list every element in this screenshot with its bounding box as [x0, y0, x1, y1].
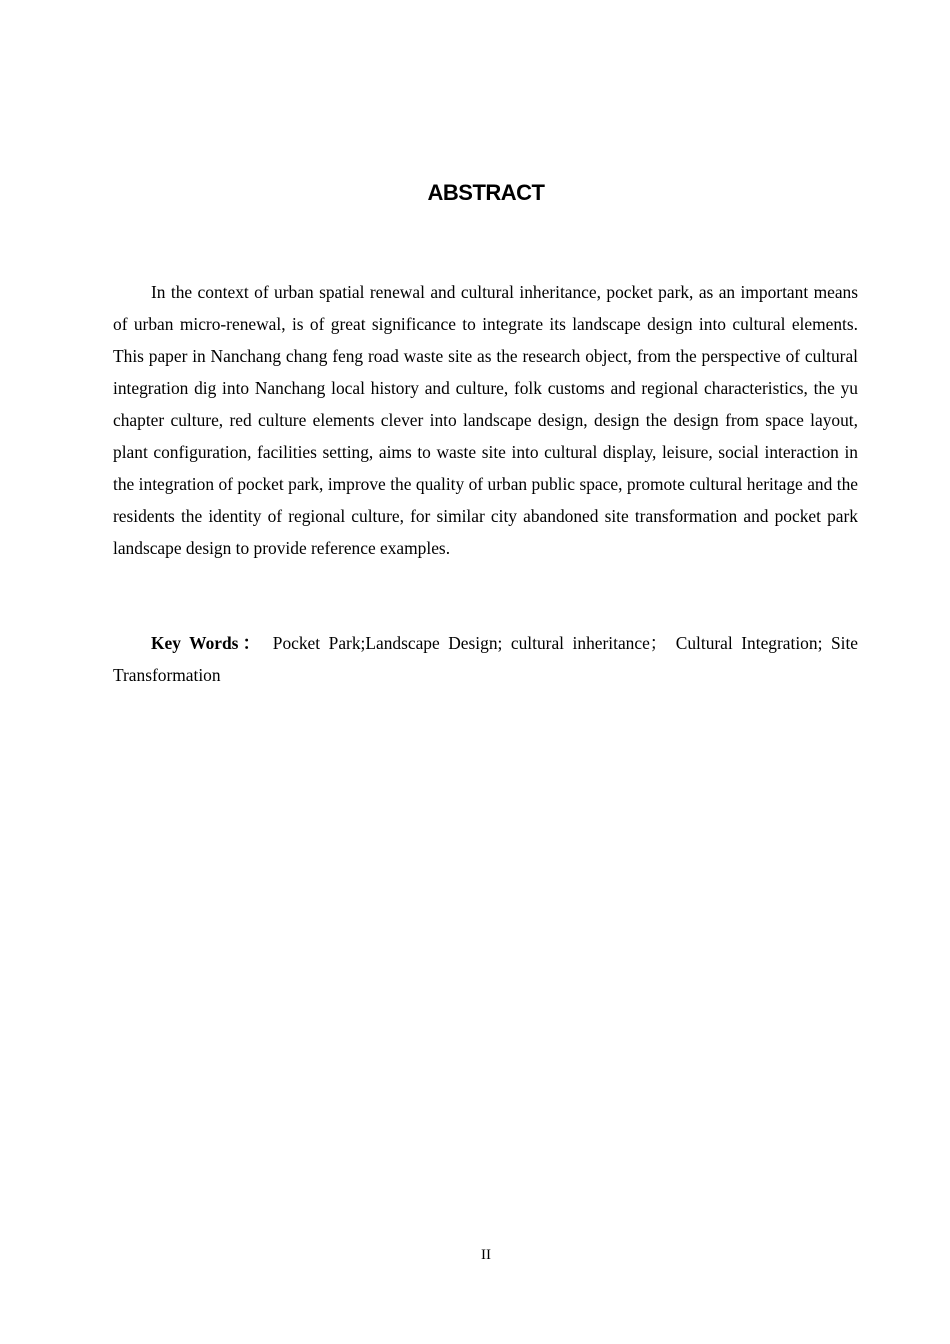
abstract-paragraph: In the context of urban spatial renewal and cultural inheritance, pocket park, as an important means of urban micro-renewal, is of great significance to integrate its landscape design into cultural elements. This paper in Nanchang chang feng road waste site as the research object, from the perspective of cultural integration dig into Nanchang local history and culture, folk customs and regional characteristics, the yu chapter culture, red culture elements clever into landscape design, design the design from space layout, plant configuration, facilities setting, aims to waste site into cultural display, leisure, social interaction in the integration of pocket park, improve the quality of urban public space, promote cultural heritage and the residents the identity of regional culture, for similar city abandoned site transformation and pocket park landscape design to provide reference examples. [113, 282, 858, 558]
keywords-list: Pocket Park;Landscape Design; cultural inheritance； Cultural Integration; Site Transformation [113, 633, 858, 685]
keywords-label: Key Words： [151, 633, 265, 653]
page-number: II [481, 1247, 491, 1263]
abstract-title: ABSTRACT [427, 180, 545, 205]
keywords-paragraph [113, 627, 858, 691]
